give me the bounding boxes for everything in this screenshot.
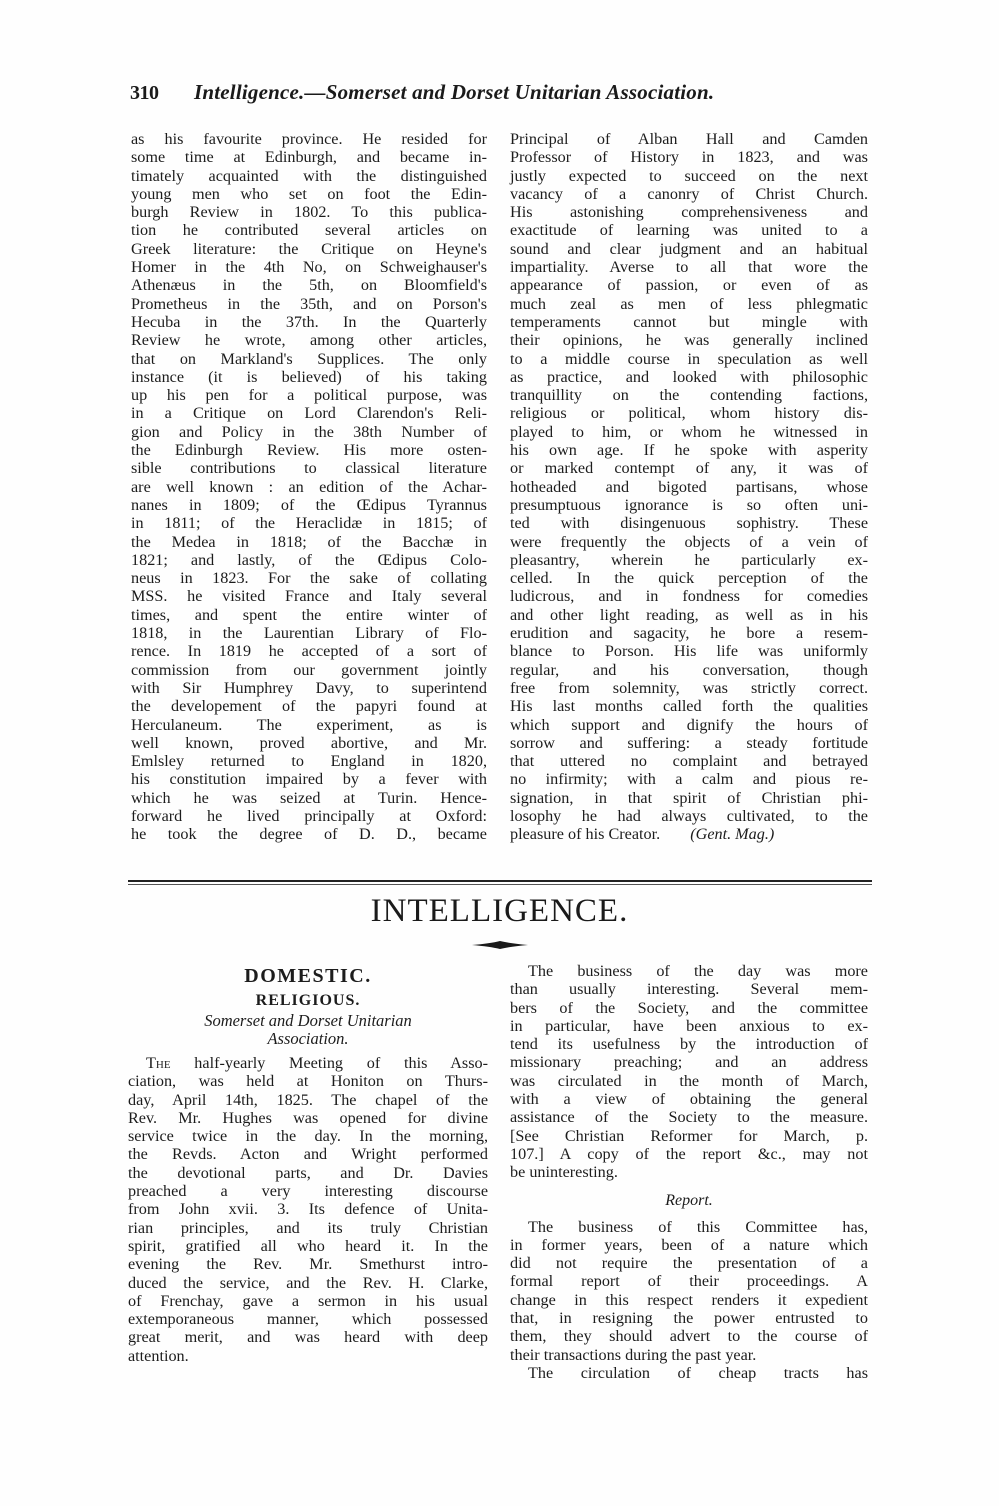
obituary-line: signation, in that spirit of Christian phi- <box>510 788 868 807</box>
report-line: did not require the presentation of a <box>510 1254 868 1273</box>
obituary-line: regular, and his conversation, though <box>510 660 868 679</box>
running-head <box>130 80 870 110</box>
obituary-line: His last months called forth the qualities <box>510 697 868 716</box>
obituary-line: Herculaneum. The experiment, as is <box>131 715 487 734</box>
obituary-line: burgh Review in 1802. To this publica- <box>131 203 487 222</box>
article-first-line-text: half-yearly Meeting of this Asso- <box>170 1054 488 1072</box>
obituary-line: sible contributions to classical literature <box>131 459 487 478</box>
report-line: formal report of their proceedings. A <box>510 1272 868 1291</box>
obituary-line: in 1811; of the Heraclidæ in 1815; of <box>131 514 487 533</box>
obituary-line: Principal of Alban Hall and Camden <box>510 130 868 148</box>
obituary-line: he took the degree of D. D., became <box>131 825 487 844</box>
obituary-line: vacancy of a canonry of Christ Church. <box>510 184 868 203</box>
article-line: The business of the day was more <box>528 962 868 980</box>
obituary-line: impartiality. Averse to all that wore the <box>510 258 868 277</box>
obituary-line: blance to Porson. His life was uniformly <box>510 642 868 661</box>
article-line: was circulated in the month of March, <box>510 1071 868 1090</box>
obituary-line: as his favourite province. He resided for <box>131 130 487 148</box>
obituary-line: Emlsley returned to England in 1820, <box>131 752 487 771</box>
section-divider-rule-thin <box>128 884 872 885</box>
obituary-line: losophy he had always cultivated, to the <box>510 806 868 825</box>
obituary-line: Professor of History in 1823, and was <box>510 148 868 167</box>
article-line: duced the service, and the Rev. H. Clarke, <box>128 1273 488 1292</box>
article-line: from John xvii. 3. Its defence of Unita- <box>128 1200 488 1219</box>
category-heading: DOMESTIC. <box>244 965 372 987</box>
article-line: evening the Rev. Mr. Smethurst intro- <box>128 1255 488 1274</box>
obituary-line: sorrow and suffering: a steady fortitude <box>510 733 868 752</box>
obituary-line: well known, proved abortive, and Mr. <box>131 733 487 752</box>
obituary-line: sound and clear judgment and an habitual <box>510 239 868 258</box>
article-line: assistance of the Society to the measure. <box>510 1108 868 1127</box>
article-line: with a view of obtaining the general <box>510 1090 868 1109</box>
article-line: 107.] A copy of the report &c., may not <box>510 1144 868 1163</box>
obituary-line: presumptuous ignorance is so often uni- <box>510 495 868 514</box>
article-line: spirit, gratified all who heard it. In the <box>128 1236 488 1255</box>
obituary-line: in a Critique on Lord Clarendon's Reli- <box>131 404 487 423</box>
article-line: missionary preaching; and an address <box>510 1053 868 1072</box>
obituary-left-column <box>131 130 487 844</box>
article-line: Rev. Mr. Hughes was opened for divine <box>128 1108 488 1127</box>
obituary-line: were frequently the objects of a vein of <box>510 532 868 551</box>
section-divider-rule <box>128 880 872 882</box>
report-line: The business of this Committee has, <box>528 1217 868 1236</box>
report-line: change in this respect renders it expedient <box>510 1290 868 1309</box>
article-line: rian principles, and its truly Christian <box>128 1218 488 1237</box>
article-line: of Frenchay, gave a sermon in his usual <box>128 1291 488 1310</box>
article-line: service twice in the day. In the morning, <box>128 1127 488 1146</box>
obituary-right-column <box>510 130 868 844</box>
obituary-line: that on Markland's Supplices. The only <box>131 349 487 368</box>
obituary-line: his own age. If he spoke with asperity <box>510 441 868 460</box>
obituary-line: the Medea in 1818; of the Bacchæ in <box>131 532 487 551</box>
running-title: Intelligence.—Somerset and Dorset Unitarian Association. <box>194 80 715 104</box>
drop-word: The <box>146 1054 171 1072</box>
report-line: The circulation of cheap tracts has <box>528 1363 868 1382</box>
obituary-line: and other light reading, as well as in his <box>510 605 868 624</box>
obituary-line: his constitution impaired by a fever with <box>131 770 487 789</box>
obituary-line: appearance of passion, or even of as <box>510 276 868 295</box>
obituary-line: much zeal as men of less phlegmatic <box>510 294 868 313</box>
ornament-dash-icon <box>470 940 530 950</box>
obituary-line: no infirmity; with a calm and pious re- <box>510 770 868 789</box>
obituary-line: pleasantry, wherein he particularly ex- <box>510 550 868 569</box>
article-first-line <box>128 1054 488 1072</box>
article-line: great merit, and was heard with deep <box>128 1328 488 1347</box>
obituary-line: erudition and sagacity, he bore a resem- <box>510 624 868 643</box>
article-line: attention. <box>128 1346 189 1365</box>
obituary-line: some time at Edinburgh, and became in- <box>131 148 487 167</box>
obituary-line: times, and spent the entire winter of <box>131 605 487 624</box>
obituary-line: which he was seized at Turin. Hence- <box>131 788 487 807</box>
obituary-line: MSS. he visited France and Italy several <box>131 587 487 606</box>
obituary-line: which support and dignify the hours of <box>510 715 868 734</box>
obituary-line: or marked contempt of any, it was of <box>510 459 868 478</box>
report-line: in former years, been of a nature which <box>510 1235 868 1254</box>
obituary-closing-line <box>510 825 868 843</box>
article-line: [See Christian Reformer for March, p. <box>510 1126 868 1145</box>
obituary-line: exactitude of learning was united to a <box>510 221 868 240</box>
obituary-line: are well known : an edition of the Achar- <box>131 477 487 496</box>
article-line: ciation, was held at Honiton on Thurs- <box>128 1072 488 1091</box>
obituary-closing-text: pleasure of his Creator. <box>510 825 661 844</box>
obituary-line: instance (it is believed) of his taking <box>131 367 487 386</box>
article-line: tend its usefulness by the introduction of <box>510 1035 868 1054</box>
obituary-line: Prometheus in the 35th, and on Porson's <box>131 294 487 313</box>
obituary-line: played to him, or whom he witnessed in <box>510 422 868 441</box>
obituary-line: free from solemnity, was strictly correct. <box>510 678 868 697</box>
obituary-line: rence. In 1819 he accepted of a sort of <box>131 642 487 661</box>
report-heading: Report. <box>665 1191 713 1209</box>
report-line: their transactions during the past year. <box>510 1345 757 1364</box>
obituary-line: 1818, in the Laurentian Library of Flo- <box>131 624 487 643</box>
report-line: that, in resigning the power entrusted to <box>510 1309 868 1328</box>
obituary-line: to a middle course in speculation as well <box>510 349 868 368</box>
obituary-line: with Sir Humphrey Davy, to superintend <box>131 678 487 697</box>
obituary-line: Review he wrote, among other articles, <box>131 331 487 350</box>
obituary-line: ted with disingenuous sophistry. These <box>510 514 868 533</box>
obituary-line: the developement of the papyri found at <box>131 697 487 716</box>
obituary-line: as practice, and looked with philosophic <box>510 367 868 386</box>
obituary-line: gion and Policy in the 38th Number of <box>131 422 487 441</box>
article-line: day, April 14th, 1825. The chapel of the <box>128 1090 488 1109</box>
article-line: than usually interesting. Several mem- <box>510 980 868 999</box>
obituary-line: celled. In the quick perception of the <box>510 569 868 588</box>
report-line: them, they should advert to the course of <box>510 1327 868 1346</box>
obituary-line: Hecuba in the 37th. In the Quarterly <box>131 312 487 331</box>
intelligence-left-column <box>128 962 488 1365</box>
obituary-line: commission from our government jointly <box>131 660 487 679</box>
obituary-line: tion he contributed several articles on <box>131 221 487 240</box>
obituary-line: Athenæus in the 5th, on Bloomfield's <box>131 276 487 295</box>
obituary-line: His astonishing comprehensiveness and <box>510 203 868 222</box>
obituary-line: Greek literature: the Critique on Heyne's <box>131 239 487 258</box>
subcategory-heading: RELIGIOUS. <box>255 992 361 1009</box>
article-title-line-1: Somerset and Dorset Unitarian <box>204 1011 412 1030</box>
obituary-line: forward he lived principally at Oxford: <box>131 806 487 825</box>
obituary-line: timately acquainted with the distinguished <box>131 166 487 185</box>
article-line: bers of the Society, and the committee <box>510 998 868 1017</box>
obituary-line: justly expected to succeed on the next <box>510 166 868 185</box>
section-title: INTELLIGENCE. <box>370 893 629 929</box>
obituary-line: that uttered no complaint and betrayed <box>510 752 868 771</box>
obituary-line: the Edinburgh Review. His more osten- <box>131 441 487 460</box>
article-title-line-2: Association. <box>267 1029 349 1048</box>
obituary-line: nanes in 1809; of the Œdipus Tyrannus <box>131 495 487 514</box>
article-line: the devotional parts, and Dr. Davies <box>128 1163 488 1182</box>
obituary-line: hotheaded and bigoted partisans, whose <box>510 477 868 496</box>
intelligence-right-column <box>510 962 868 1382</box>
obituary-line: religious or political, whom history dis- <box>510 404 868 423</box>
article-line: extemporaneous manner, which possessed <box>128 1310 488 1329</box>
article-line: in particular, have been anxious to ex- <box>510 1016 868 1035</box>
page-number: 310 <box>130 82 159 104</box>
obituary-line: neus in 1823. For the sake of collating <box>131 569 487 588</box>
obituary-line: ludicrous, and in fondness for comedies <box>510 587 868 606</box>
obituary-line: up his pen for a political purpose, was <box>131 386 487 405</box>
obituary-line: temperaments cannot but mingle with <box>510 312 868 331</box>
obituary-line: 1821; and lastly, of the Œdipus Colo- <box>131 550 487 569</box>
obituary-line: Homer in the 4th No, on Schweighauser's <box>131 258 487 277</box>
obituary-line: their opinions, he was generally inclined <box>510 331 868 350</box>
article-line: the Revds. Acton and Wright performed <box>128 1145 488 1164</box>
article-line: be uninteresting. <box>510 1163 618 1182</box>
obituary-line: tranquillity on the contending factions, <box>510 386 868 405</box>
obituary-line: young men who set on foot the Edin- <box>131 184 487 203</box>
article-line: preached a very interesting discourse <box>128 1182 488 1201</box>
source-citation: (Gent. Mag.) <box>690 825 775 844</box>
